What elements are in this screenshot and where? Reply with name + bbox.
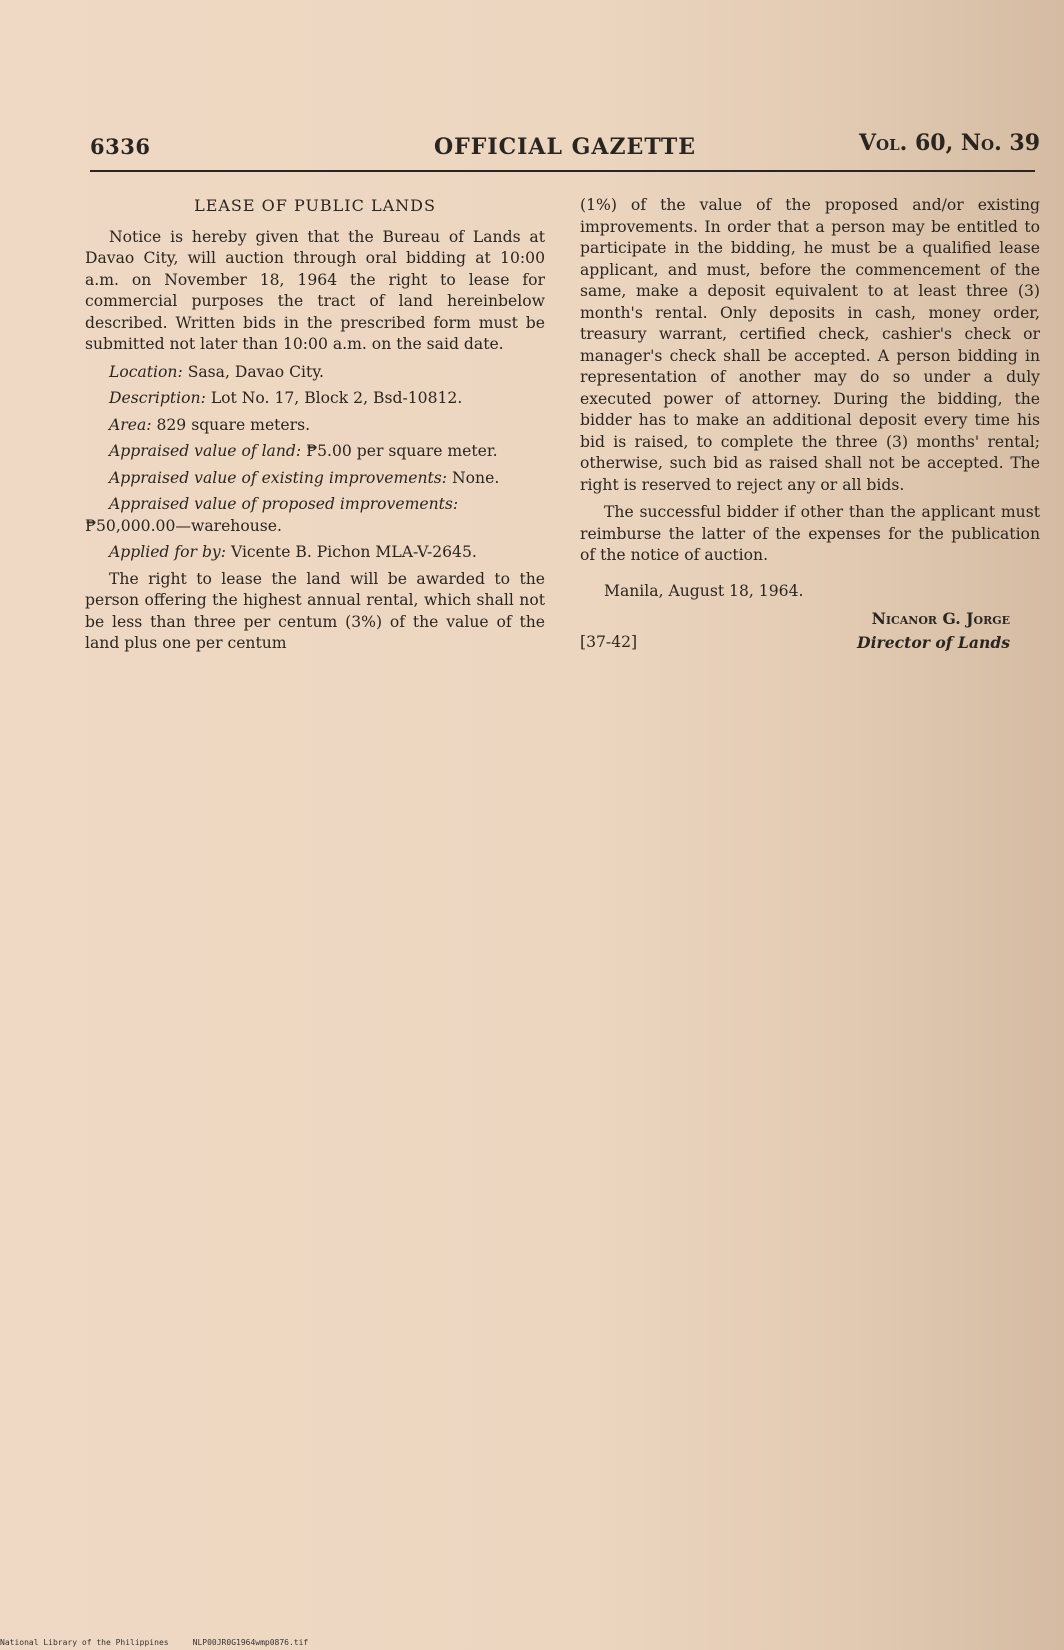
- detail-value: Vicente B. Pichon MLA-V-2645.: [230, 543, 477, 561]
- detail-value: Lot No. 17, Block 2, Bsd-10812.: [210, 389, 463, 407]
- award-terms-continued: (1%) of the value of the proposed and/or existing improvements. In order that a person may be entitled to participate in the bidding, he must be a qualified lease applicant, and must, before the commencement of the same, make a deposit equivalent to at least three (3) month's rental. Only deposits in cash, money order, treasury warrant, certified check, cashier's check or manager's check shall be accepted. A person bidding in representation of another may do so under a duly executed power of attorney. During the bidding, the bidder has to make an additional deposit every time his bid is raised, to complete the three (3) months' rental; otherwise, such bid as raised shall not be accepted. The right is reserved to reject any or all bids.: [580, 196, 1040, 494]
- detail-land-value: [85, 441, 545, 463]
- page-header: [90, 128, 1040, 168]
- detail-label: Description:: [109, 389, 206, 407]
- detail-area: [85, 415, 545, 437]
- detail-value: 829 square meters.: [156, 415, 311, 434]
- publication-title: OFFICIAL GAZETTE: [433, 134, 697, 160]
- signer-title: Director of Lands: [857, 632, 1010, 652]
- reimbursement-clause: The successful bidder if other than the applicant must reimburse the latter of the expenses for the publication of the notice of auction.: [580, 503, 1040, 564]
- detail-value: ₱50,000.00—warehouse.: [85, 516, 282, 535]
- award-terms: The right to lease the land will be awarded to the person offering the highest annual rental, which shall not be less than three per centum (3%) of the value of the land plus one per centum: [85, 569, 545, 652]
- detail-label: Applied for by:: [109, 543, 226, 561]
- detail-value: None.: [452, 468, 500, 487]
- detail-label: Location:: [109, 362, 183, 381]
- signature-row: [580, 632, 1040, 656]
- detail-applicant: [85, 542, 545, 564]
- detail-label: Appraised value of land:: [109, 442, 302, 460]
- signer-name: Nicanor G. Jorge: [871, 609, 1010, 628]
- right-column: [580, 195, 1040, 656]
- detail-label: Appraised value of proposed improvements:: [109, 495, 459, 513]
- detail-description: [85, 388, 545, 410]
- header-rule: [90, 170, 1035, 172]
- issue-reference: [37-42]: [580, 632, 638, 651]
- detail-label: Area:: [109, 415, 152, 434]
- volume-number: Vol. 60, No. 39: [858, 130, 1040, 156]
- detail-label: Appraised value of existing improvements:: [109, 468, 448, 487]
- left-column: [85, 195, 545, 661]
- scan-footer: National Library of the Philippines NLP00JR0G1964wmp0876.tif: [0, 1638, 309, 1647]
- detail-location: [85, 362, 545, 384]
- detail-value: Sasa, Davao City.: [187, 362, 325, 381]
- detail-existing-improvements: [85, 468, 545, 490]
- detail-value: ₱5.00 per square meter.: [306, 442, 498, 460]
- notice-intro: Notice is hereby given that the Bureau of Lands at Davao City, will auction through oral bidding at 10:00 a.m. on November 18, 1964 the right to lease for commercial purposes the tract of land hereinbelow described. Written bids in the prescribed form must be submitted not later than 10:00 a.m. on the said date.: [85, 227, 545, 353]
- notice-heading: LEASE OF PUBLIC LANDS: [194, 196, 436, 215]
- page-number: 6336: [90, 134, 151, 159]
- dateline: Manila, August 18, 1964.: [604, 581, 804, 600]
- detail-proposed-improvements: [85, 494, 545, 537]
